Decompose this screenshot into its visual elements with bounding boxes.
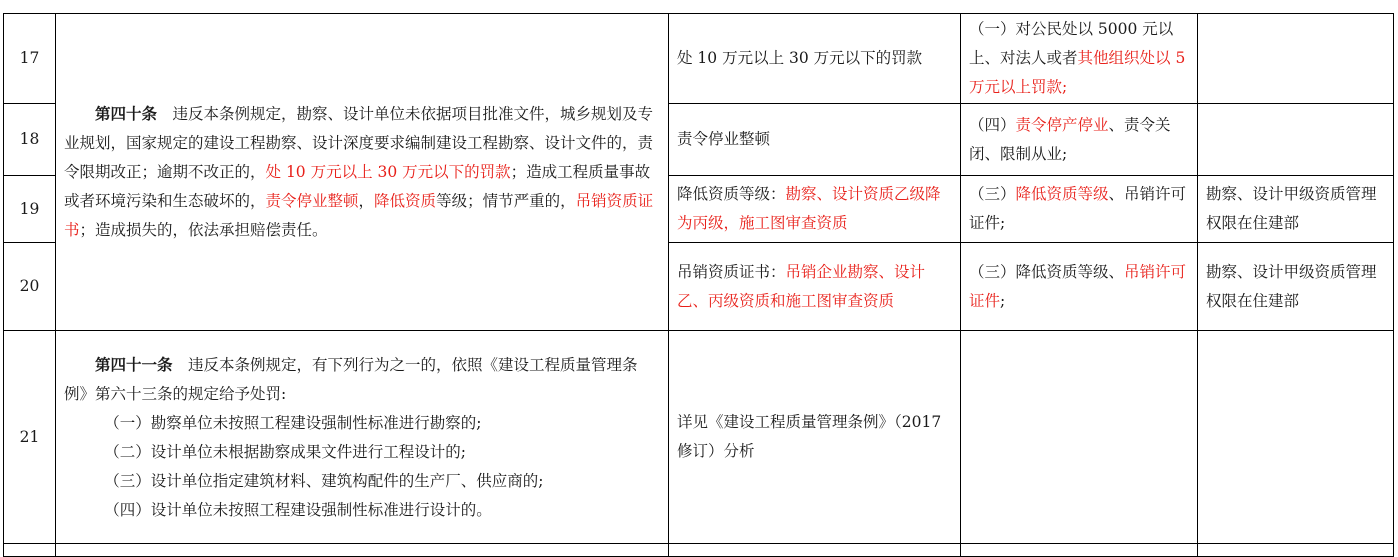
text-segment: 吊销资质证书： (677, 262, 786, 281)
highlighted-text: 勘察、设计资质乙级降为丙级，施工图审查资质 (677, 185, 941, 232)
text-segment: （四） (969, 115, 1016, 134)
text-segment: （三） (969, 185, 1016, 203)
highlighted-text: 处 10 万元以上 30 万元以下的罚款 (265, 163, 511, 181)
article-40-body (64, 105, 653, 239)
penalty-cell (669, 176, 961, 243)
highlighted-text: 其他组织处以 5 万元以上罚款; (969, 49, 1186, 96)
row-number: 20 (4, 243, 56, 331)
text-segment: ；造成损失的，依法承担赔偿责任。 (79, 221, 328, 239)
table-row (4, 14, 1394, 104)
row-number: 17 (4, 14, 56, 104)
corresponding-clause-cell (961, 104, 1198, 176)
table-row (4, 331, 1394, 544)
highlighted-text: 吊销资质证书 (64, 192, 654, 239)
text-segment: 责令停业整顿 (677, 130, 771, 148)
regulation-table (3, 13, 1394, 557)
text-segment: ; (1000, 291, 1006, 310)
penalty-cell (669, 243, 961, 331)
article-41-intro: 第四十一条 违反本条例规定，有下列行为之一的，依照《建设工程质量管理条例》第六十三条的规定给予处罚: (64, 354, 638, 403)
highlighted-text: 吊销许可证件 (969, 262, 1187, 310)
highlighted-text: 吊销企业勘察、设计乙、丙级资质和施工图审查资质 (677, 262, 926, 310)
row-number: 21 (4, 331, 56, 544)
row-number: 18 (4, 104, 56, 176)
highlighted-text: 责令停业整顿 (265, 192, 359, 210)
text-segment: ， (358, 192, 375, 210)
article-41-item: （一）勘察单位未按照工程建设强制性标准进行勘察的; (104, 413, 482, 432)
text-segment: 处 10 万元以上 30 万元以下的罚款 (677, 49, 923, 67)
article-41-title: 第四十一条 (95, 354, 173, 374)
note-cell (1198, 14, 1394, 104)
corresponding-clause-cell (961, 176, 1198, 243)
note-cell: 勘察、设计甲级资质管理权限在住建部 (1198, 176, 1394, 243)
highlighted-text: 降低资质等级 (1015, 185, 1109, 203)
article-41-cell (56, 331, 669, 544)
highlighted-text: 责令停产停业 (1015, 115, 1109, 134)
row-number: 19 (4, 176, 56, 243)
corresponding-clause-cell (961, 331, 1198, 544)
text-segment: 、责令关闭、限制从业; (969, 115, 1171, 163)
note-cell (1198, 331, 1394, 544)
text-segment: ；造成工程质量事故或者环境污染和生态破坏的， (64, 163, 651, 210)
note-cell: 勘察、设计甲级资质管理权限在住建部 (1198, 243, 1394, 331)
text-segment: 、吊销许可证件; (969, 185, 1187, 232)
corresponding-clause-cell (961, 243, 1198, 331)
text-segment: 降低资质等级： (677, 185, 786, 203)
text-segment: 详见《建设工程质量管理条例》（2017 修订）分析 (677, 413, 942, 460)
penalty-cell (669, 104, 961, 176)
article-41-item: （二）设计单位未根据勘察成果文件进行工程设计的; (104, 442, 467, 461)
article-40-cell (56, 14, 669, 331)
text-segment: （三）降低资质等级、 (969, 262, 1125, 281)
article-41-item: （三）设计单位指定建筑材料、建筑构配件的生产厂、供应商的; (104, 471, 544, 490)
article-40-title: 第四十条 (95, 104, 158, 123)
corresponding-clause-cell (961, 14, 1198, 104)
text-segment: 等级；情节严重的， (436, 192, 576, 210)
article-40-text (64, 99, 660, 245)
penalty-cell (669, 331, 961, 544)
text-segment: （一）对公民处以 5000 元以上、对法人或者 (969, 20, 1174, 67)
article-41-item: （四）设计单位未按照工程建设强制性标准进行设计的。 (104, 500, 492, 519)
note-cell (1198, 104, 1394, 176)
highlighted-text: 降低资质 (374, 192, 437, 210)
text-segment: 违反本条例规定，勘察、设计单位未依据项目批准文件，城乡规划及专业规划，国家规定的建设工程勘察、设计深度要求编制建设工程勘察、设计文件的，责令限期改正；逾期不改正的， (64, 105, 654, 181)
penalty-cell (669, 14, 961, 104)
table-row-partial (4, 544, 1394, 557)
